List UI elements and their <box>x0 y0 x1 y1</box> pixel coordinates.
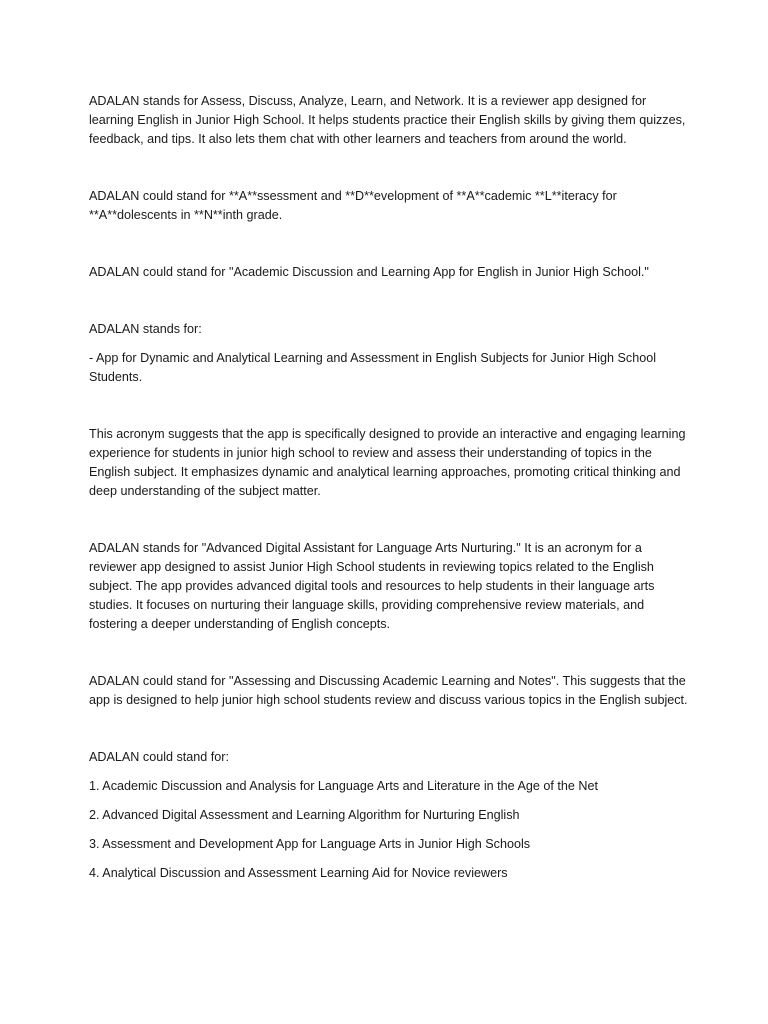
paragraph-2: ADALAN could stand for **A**ssessment and **D**evelopment of **A**cademic **L**iteracy for **A**dolescents in **N**inth grade. <box>89 189 617 222</box>
paragraph-5: - App for Dynamic and Analytical Learning and Assessment in English Subjects for Junior High School Students. <box>89 351 657 384</box>
paragraph-6: This acronym suggests that the app is specifically designed to provide an interactive and engaging learning experience for students in junior high school to review and assess their understanding of topics in the English subject. It emphasizes dynamic and analytical learning approaches, promoting critical thinking and deep understanding of the subject matter. <box>89 427 686 498</box>
paragraph-3: ADALAN could stand for "Academic Discussion and Learning App for English in Junior High School." <box>89 265 649 279</box>
list-item-1: 1. Academic Discussion and Analysis for Language Arts and Literature in the Age of the Net <box>89 779 598 793</box>
paragraph-7: ADALAN stands for "Advanced Digital Assistant for Language Arts Nurturing." It is an acronym for a reviewer app designed to assist Junior High School students in reviewing topics related to the English subject. The app provides advanced digital tools and resources to help students in their language arts studies. It focuses on nurturing their language skills, providing comprehensive review materials, and fostering a deeper understanding of English concepts. <box>89 541 655 631</box>
paragraph-8: ADALAN could stand for "Assessing and Discussing Academic Learning and Notes". This suggests that the app is designed to help junior high school students review and discuss various topics in the English subject. <box>89 674 688 707</box>
list-item-4: 4. Analytical Discussion and Assessment Learning Aid for Novice reviewers <box>89 866 508 880</box>
list-item-2: 2. Advanced Digital Assessment and Learning Algorithm for Nurturing English <box>89 808 520 822</box>
paragraph-4: ADALAN stands for: <box>89 322 202 336</box>
paragraph-9: ADALAN could stand for: <box>89 750 230 764</box>
document-page <box>89 92 689 883</box>
list-item-3: 3. Assessment and Development App for Language Arts in Junior High Schools <box>89 837 531 851</box>
paragraph-1: ADALAN stands for Assess, Discuss, Analyze, Learn, and Network. It is a reviewer app designed for learning English in Junior High School. It helps students practice their English skills by giving them quizzes, feedback, and tips. It also lets them chat with other learners and teachers from around the world. <box>89 94 686 146</box>
